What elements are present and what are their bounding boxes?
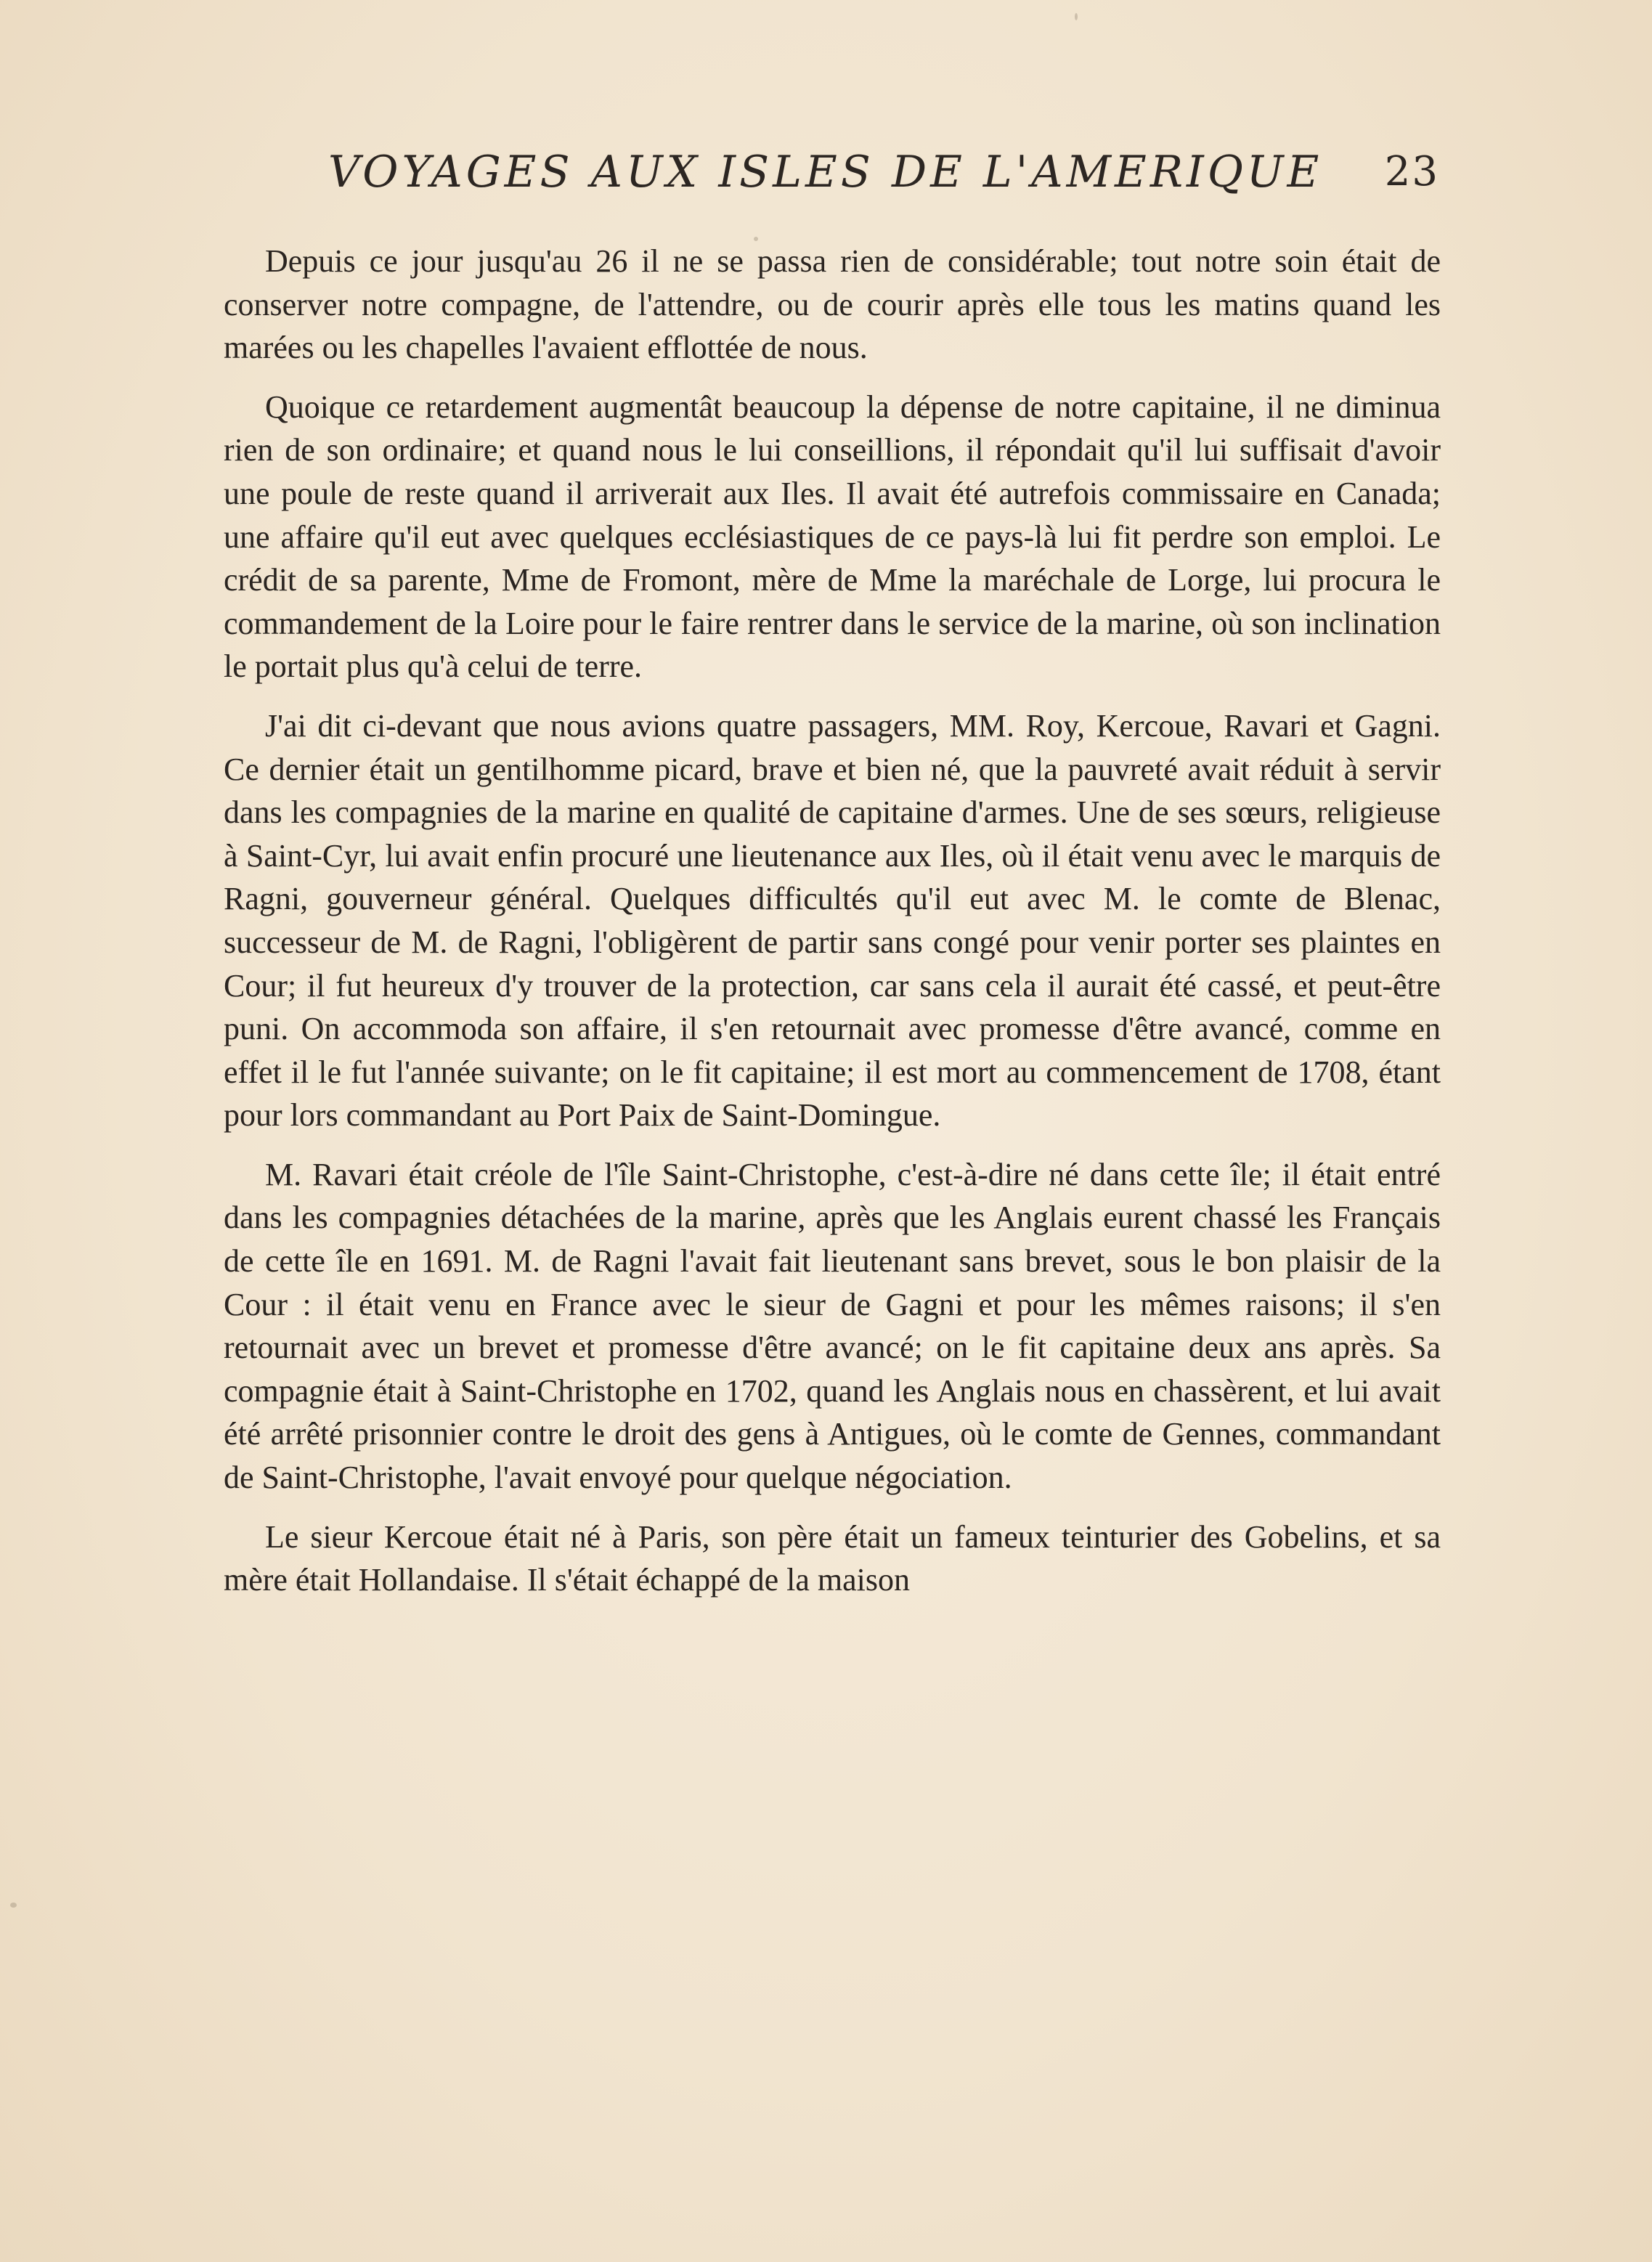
page-number: 23 [1384,148,1439,195]
paragraph: Le sieur Kercoue était né à Paris, son père était un fameux teinturier des Gobelins, et sa mère était Hollandaise. Il s'était échappé de la maison [224,1518,1441,1598]
paper-speck [1075,13,1078,20]
text-body [224,240,1441,1602]
paragraph: J'ai dit ci-devant que nous avions quatre passagers, MM. Roy, Kercoue, Ravari et Gagni. Ce dernier était un gentilhomme picard, brave et bien né, que la pauvreté avait réduit à servir dans les compagnies de la marine en qualité de capitaine d'armes. Une de ses sœurs, religieuse à Saint-Cyr, lui avait enfin procuré une lieutenance aux Iles, où il était venu avec le marquis de Ragni, gouverneur général. Quelques difficultés qu'il eut avec M. le comte de Blenac, successeur de M. de Ragni, l'obligèrent de partir sans congé pour venir porter ses plaintes en Cour; il fut heureux d'y trouver de la protection, car sans cela il aurait été cassé, et peut-être puni. On accommoda son affaire, il s'en retournait avec promesse d'être avancé, comme en effet il le fut l'année suivante; on le fit capitaine; il est mort au commencement de 1708, étant pour lors commandant au Port Paix de Saint-Domingue. [224,707,1441,1134]
paragraph: M. Ravari était créole de l'île Saint-Christophe, c'est-à-dire né dans cette île; il était entré dans les compagnies détachées de la marine, après que les Anglais eurent chassé les Français de cette île en 1691. M. de Ragni l'avait fait lieutenant sans brevet, sous le bon plaisir de la Cour : il était venu en France avec le sieur de Gagni et pour les mêmes raisons; il s'en retournait avec un brevet et promesse d'être avancé; on le fit capitaine deux ans après. Sa compagnie était à Saint-Christophe en 1702, quand les Anglais nous en chassèrent, et lui avait été arrêté prisonnier contre le droit des gens à Antigues, où le comte de Gennes, commandant de Saint-Christophe, l'avait envoyé pour quelque négociation. [224,1156,1441,1496]
running-head [328,139,1439,205]
running-title: VOYAGES AUX ISLES DE L'AMERIQUE [328,147,1323,198]
paper-speck [754,237,758,241]
paragraph: Quoique ce retardement augmentât beaucoup la dépense de notre capitaine, il ne diminua rien de son ordinaire; et quand nous le lui conseillions, il répondait qu'il lui suffisait d'avoir une poule de reste quand il arriverait aux Iles. Il avait été autrefois commissaire en Canada; une affaire qu'il eut avec quelques ecclésiastiques de ce pays-là lui fit perdre son emploi. Le crédit de sa parente, Mme de Fromont, mère de Mme la maréchale de Lorge, lui procura le commandement de la Loire pour le faire rentrer dans le service de la marine, où son inclination le portait plus qu'à celui de terre. [224,388,1441,685]
paragraph: Depuis ce jour jusqu'au 26 il ne se passa rien de considérable; tout notre soin était de conserver notre compagne, de l'attendre, ou de courir après elle tous les matins quand les marées ou les chapelles l'avaient efflottée de nous. [224,243,1441,366]
paper-speck [10,1903,17,1908]
